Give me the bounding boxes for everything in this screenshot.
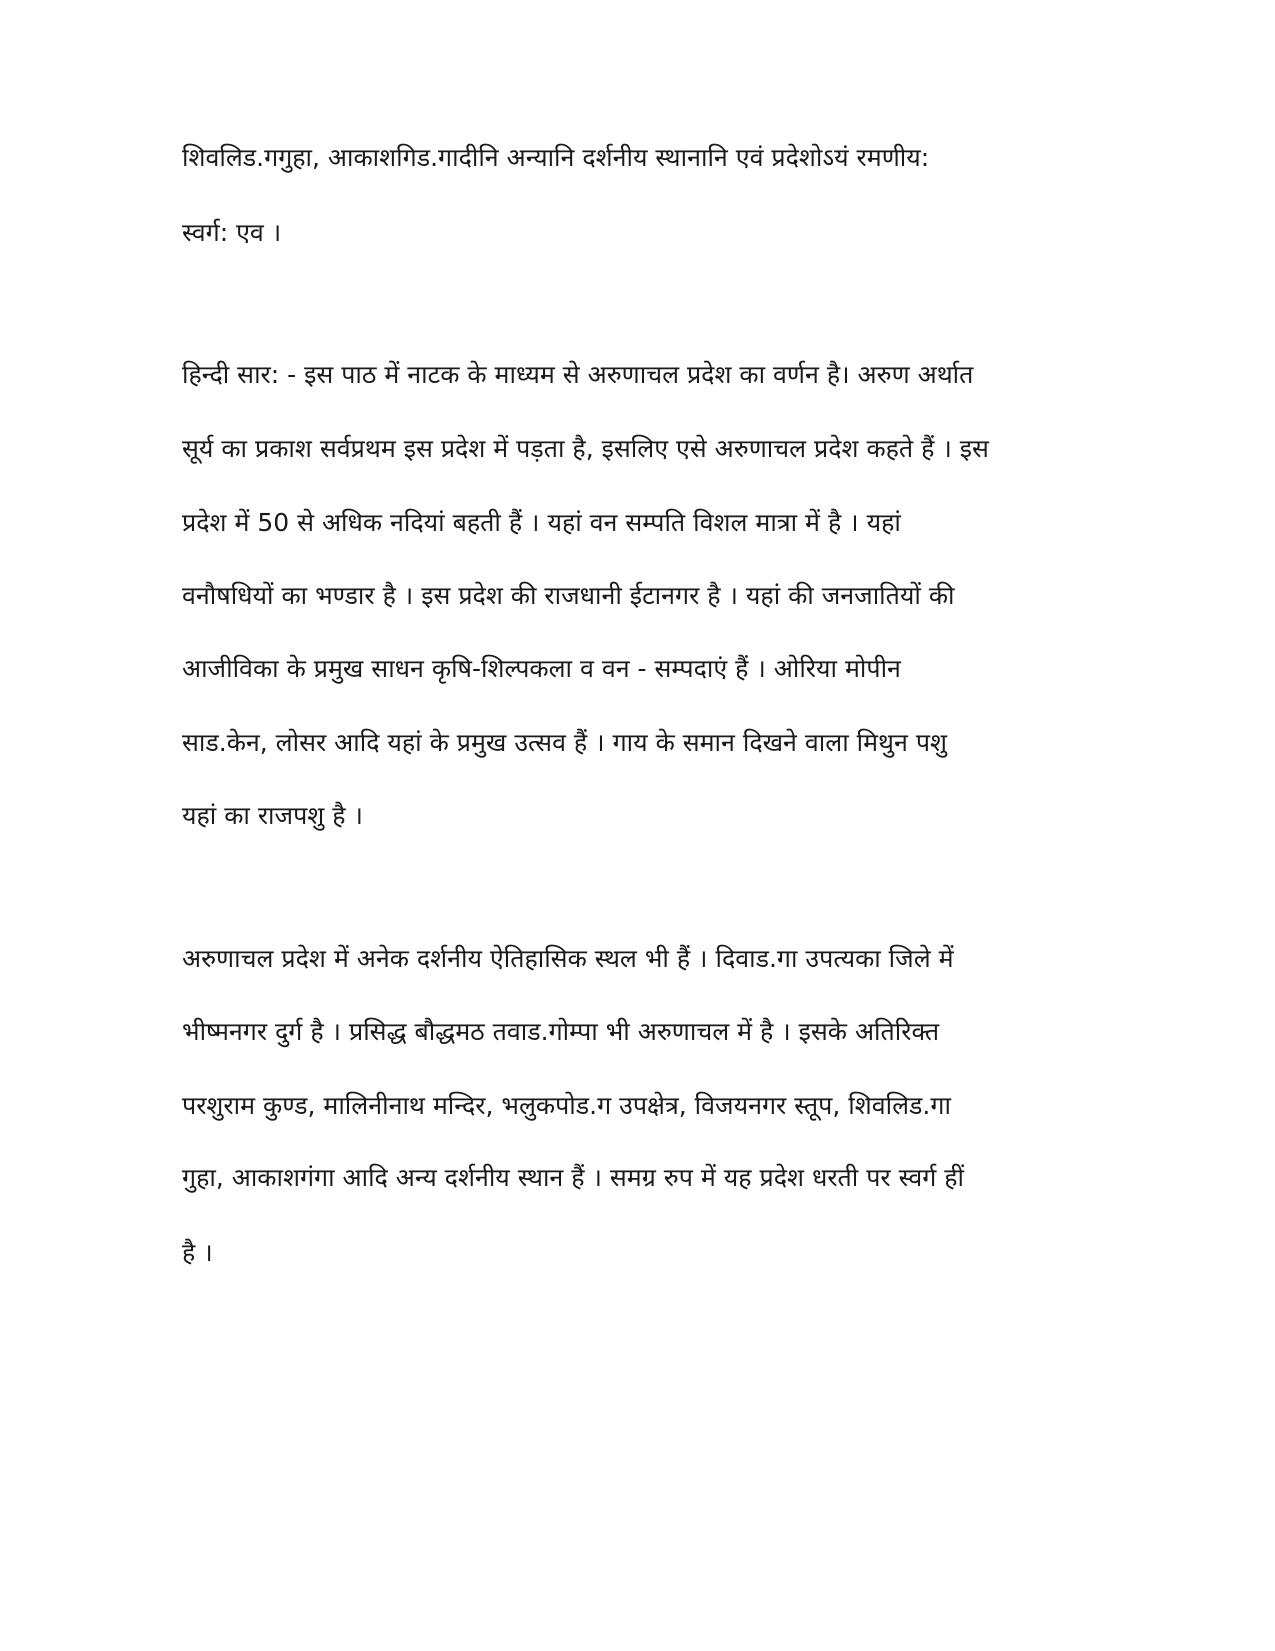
paragraph-2-line-7: यहां का राजपशु है । — [182, 801, 363, 830]
paragraph-3-line-4: गुहा, आकाशगंगा आदि अन्य दर्शनीय स्थान हैं । समग्र रुप में यह प्रदेश धरती पर स्वर्ग हीं — [182, 1163, 964, 1192]
paragraph-3-line-3: परशुराम कुण्ड, मालिनीनाथ मन्दिर, भलुकपोड.ग उपक्षेत्र, विजयनगर स्तूप, शिवलिड.गा — [182, 1091, 951, 1120]
paragraph-2-line-2: सूर्य का प्रकाश सर्वप्रथम इस प्रदेश में पड़ता है, इसलिए एसे अरुणाचल प्रदेश कहते हैं । इस — [182, 434, 989, 463]
paragraph-2-line-6: साड.केन, लोसर आदि यहां के प्रमुख उत्सव हैं । गाय के समान दिखने वाला मिथुन पशु — [182, 728, 948, 757]
paragraph-3-line-2: भीष्मनगर दुर्ग है । प्रसिद्ध बौद्धमठ तवाड.गोम्पा भी अरुणाचल में है । इसके अतिरिक्त — [182, 1017, 940, 1046]
paragraph-1-line-1: शिवलिड.गगुहा, आकाशगिड.गादीनि अन्यानि दर्शनीय स्थानानि एवं प्रदेशोऽयं रमणीय: — [182, 143, 930, 172]
paragraph-1-line-2: स्वर्ग: एव । — [182, 218, 282, 247]
paragraph-2-line-3: प्रदेश में 50 से अधिक नदियां बहती हैं । यहां वन सम्पति विशल मात्रा में है । यहां — [182, 508, 901, 537]
paragraph-2-line-1: हिन्दी सार: - इस पाठ में नाटक के माध्यम से अरुणाचल प्रदेश का वर्णन है। अरुण अर्थात — [182, 360, 974, 389]
paragraph-3-line-5: है । — [182, 1238, 213, 1267]
paragraph-3-line-1: अरुणाचल प्रदेश में अनेक दर्शनीय ऐतिहासिक स्थल भी हैं । दिवाड.गा उपत्यका जिले में — [182, 944, 954, 973]
paragraph-2-line-5: आजीविका के प्रमुख साधन कृषि-शिल्पकला व वन - सम्पदाएं हैं । ओरिया मोपीन — [182, 654, 901, 683]
paragraph-2-line-4: वनौषधियों का भण्डार है । इस प्रदेश की राजधानी ईटानगर है । यहां की जनजातियों की — [182, 581, 955, 610]
